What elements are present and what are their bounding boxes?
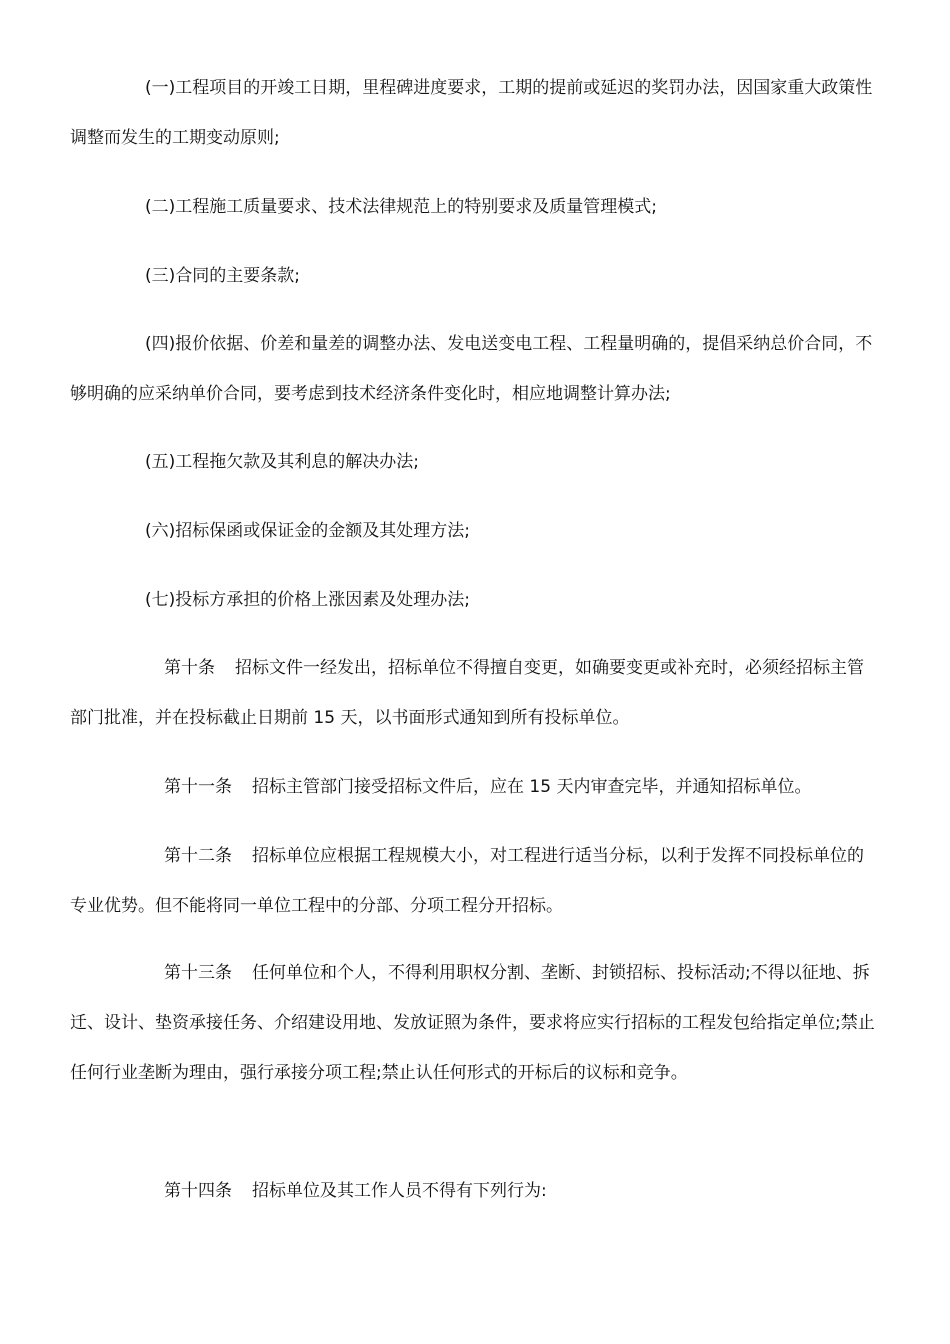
item-text: (五)工程拖欠款及其利息的解决办法; bbox=[145, 452, 419, 472]
article-number: 第十条 bbox=[164, 658, 215, 678]
article-number: 第十四条 bbox=[164, 1181, 232, 1201]
article-text: 招标单位及其工作人员不得有下列行为: bbox=[252, 1181, 547, 1201]
article-text: 任何单位和个人，不得利用职权分割、垄断、封锁招标、投标活动;不得以征地、拆迁、设计、垫资承接任务、介绍建设用地、发放证照为条件，要求将应实行招标的工程发包给指定单位;禁止任何行业垄断为理由，强行承接分项工程;禁止认任何形式的开标后的议标和竞争。 bbox=[70, 963, 875, 1083]
item-paragraph-5 bbox=[70, 437, 880, 487]
item-text: (四)报价依据、价差和量差的调整办法、发电送变电工程、工程量明确的，提倡采纳总价合同，不够明确的应采纳单价合同，要考虑到技术经济条件变化时，相应地调整计算办法; bbox=[70, 334, 873, 404]
item-text: (一)工程项目的开竣工日期，里程碑进度要求，工期的提前或延迟的奖罚办法，因国家重大政策性调整而发生的工期变动原则; bbox=[70, 78, 873, 148]
item-paragraph-6 bbox=[70, 506, 880, 556]
article-text: 招标主管部门接受招标文件后，应在 15 天内审查完毕，并通知招标单位。 bbox=[252, 777, 812, 797]
item-paragraph-3 bbox=[70, 251, 880, 301]
item-paragraph-4 bbox=[70, 319, 880, 419]
item-paragraph-7 bbox=[70, 575, 880, 625]
item-paragraph-1 bbox=[70, 63, 880, 163]
article-number: 第十三条 bbox=[164, 963, 232, 983]
article-paragraph-14 bbox=[70, 1166, 880, 1216]
item-text: (三)合同的主要条款; bbox=[145, 266, 300, 286]
item-text: (二)工程施工质量要求、技术法律规范上的特别要求及质量管理模式; bbox=[145, 197, 657, 217]
article-paragraph-11 bbox=[70, 762, 880, 812]
article-number: 第十二条 bbox=[164, 846, 232, 866]
item-text: (七)投标方承担的价格上涨因素及处理办法; bbox=[145, 590, 470, 610]
article-paragraph-10 bbox=[70, 643, 880, 743]
article-text: 招标文件一经发出，招标单位不得擅自变更，如确要变更或补充时，必须经招标主管部门批准，并在投标截止日期前 15 天，以书面形式通知到所有投标单位。 bbox=[70, 658, 864, 728]
article-number: 第十一条 bbox=[164, 777, 232, 797]
item-text: (六)招标保函或保证金的金额及其处理方法; bbox=[145, 521, 470, 541]
article-text: 招标单位应根据工程规模大小，对工程进行适当分标，以利于发挥不同投标单位的专业优势。但不能将同一单位工程中的分部、分项工程分开招标。 bbox=[70, 846, 864, 916]
article-paragraph-12 bbox=[70, 831, 880, 931]
article-paragraph-13 bbox=[70, 948, 880, 1098]
item-paragraph-2 bbox=[70, 182, 880, 232]
